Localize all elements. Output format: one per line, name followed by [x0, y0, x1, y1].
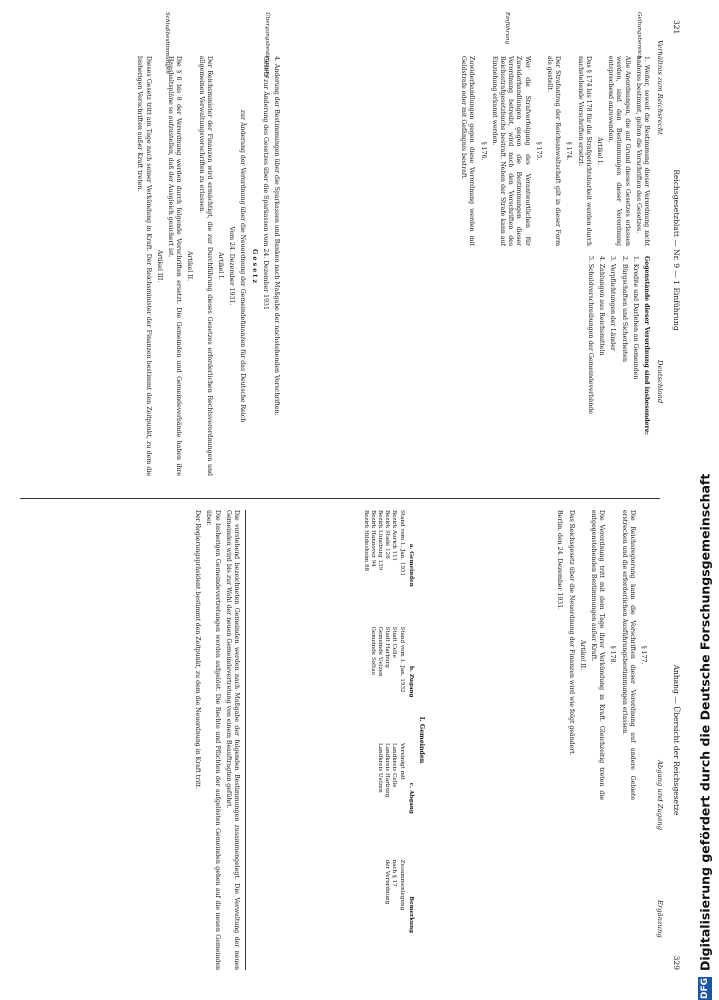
- left-page-header-right: Deutschland: [656, 360, 664, 404]
- article-heading: Artikel II.: [186, 250, 194, 282]
- table-cell: Stand vom 1. Jan. 1932: [398, 626, 405, 693]
- paragraph: Der Regierungspräsident bestimmt den Zeitpunkt, zu dem die Neuordnung in Kraft tritt.: [194, 510, 202, 790]
- table-cell: Bezirk Hannover 94: [369, 510, 376, 567]
- signature-line: Berlin, den 24. Dezember 1931.: [556, 510, 564, 611]
- right-page-table: [248, 510, 428, 970]
- list-item: 1. Kredite und Darlehen an Gemeinden: [631, 256, 639, 380]
- section-heading: § 174.: [565, 141, 573, 161]
- article-heading: Artikel I.: [216, 252, 224, 280]
- section-heading: § 176.: [479, 141, 487, 161]
- table-cell: Landkreis Celle: [391, 743, 398, 788]
- list-item: 5. Schuldverschreibungen der Gemeindeverbände: [586, 256, 594, 414]
- paragraph: 4. Änderung der Bestimmungen über die Sparkassen und Banken nach Maßgabe der nachstehenden Vorschriften:: [273, 56, 280, 416]
- left-page-column-2: [20, 56, 280, 476]
- left-page-header: [662, 20, 682, 480]
- right-page-column-2: [20, 510, 240, 970]
- table-cell: Gemeinde Uelzen: [376, 626, 383, 677]
- table-cell: Stadt Harburg: [384, 626, 391, 668]
- table-column: [361, 743, 413, 854]
- table-grid: [361, 510, 413, 970]
- margin-note-3: Übergangsbestimmung: [264, 12, 270, 79]
- table-cell: der Verordnung: [384, 859, 391, 905]
- left-page-running-title: Reichsgesetzblatt — Nr. 9 — 1 Einführung: [672, 169, 681, 331]
- paragraph: 1. Weiter, soweit die Bestimmung dieser Verordnung nicht anderes bestimmt, gelten die Vorschriften des Gesetzes.: [634, 56, 650, 246]
- table-column: [361, 510, 413, 621]
- article-heading: Artikel II.: [578, 639, 586, 671]
- list-title: Gegenstände dieser Verordnung sind insbesondere:: [643, 256, 650, 436]
- table-column: [361, 860, 413, 971]
- paragraph: Wer die Strafverfolgung des Verantwortlichen für Zuwiderhandlungen gegen die Bestimmungen dieser Verordnung betreibt, wird nach den Vorschriften des Reichsstrafgesetzbuchs bestraft. Neben der Strafe kann auf Einziehung erkannt werden.: [490, 56, 531, 246]
- margin-note-1: Geltungsbereich: [636, 12, 642, 59]
- gutter-rule: [20, 498, 660, 499]
- paragraph: Alle Anordnungen, die auf Grund dieses Gesetzes erlassen werden, sind den Bestimmungen dieser Verordnung entsprechend anzuwenden.: [607, 56, 631, 246]
- right-page-subhead: Abgang und Zugang: [656, 760, 664, 831]
- section-heading: § 177.: [640, 645, 647, 665]
- paragraph: Der Strafantrag der Reichsanwaltschaft gilt in dieser Form als gestellt.: [545, 56, 562, 246]
- left-page-list: [510, 256, 650, 476]
- paragraph: Das Reichsgesetz über die Neuordnung der Finanzen wird wie folgt geändert.: [567, 510, 575, 756]
- right-page-number: 329: [672, 955, 681, 970]
- law-date: Vom 24. Dezember 1931.: [228, 226, 236, 306]
- table-cell: Vereinigt mit: [398, 743, 405, 780]
- table-header: c. Abgang: [407, 782, 414, 814]
- dfg-sidebar: [691, 0, 719, 1000]
- article-heading: Artikel I.: [595, 137, 603, 165]
- table-cell: Stand vom 1. Jan. 1931: [398, 510, 405, 577]
- table-header: a. Gemeinden: [407, 543, 414, 587]
- table-cell: Zusammenlegung: [398, 859, 405, 911]
- table-column: [361, 627, 413, 738]
- paragraph: Die bisherigen Gemeindevertretungen werden aufgelöst. Die Rechte und Pflichten der aufgelösten Gemeinden gehen auf die neuen Gemeinden über.: [205, 510, 221, 970]
- section-heading: § 178.: [609, 645, 617, 665]
- table-title: I. Gemeinden: [418, 716, 425, 764]
- table-cell: Landkreis Uelzen: [376, 743, 383, 793]
- left-page-number: 321: [672, 20, 681, 35]
- table-header: b. Zugang: [407, 666, 414, 698]
- right-page-column-1: [435, 510, 650, 800]
- table-cell: Bezirk Lüneburg 139: [376, 510, 383, 571]
- section-rule: [245, 510, 246, 970]
- right-page-running-title: Anhang — Übersicht der Reichsgesetze: [672, 664, 681, 816]
- article-heading: Artikel III.: [155, 249, 163, 283]
- table-header: Bemerkung: [407, 896, 414, 934]
- list-item: 2. Bürgschaften und Sicherheiten: [620, 256, 628, 362]
- paragraph: Die Reichsregierung kann die Vorschriften dieser Verordnung auf andere Gebiete erstrecken und die erforderlichen Ausführungsbestimmungen erlassen.: [620, 510, 636, 800]
- right-page-header-right: Ergänzung: [656, 900, 664, 938]
- right-page-header: [662, 510, 682, 970]
- table-cell: Bezirk Aurich 111: [391, 510, 398, 562]
- paragraph: Die vorstehend bezeichneten Gemeinden werden nach Maßgabe der folgenden Bestimmungen zusammengelegt. Die Verwaltung der neuen Gemeinden wird bis zur Wahl der neuen Gemeindevertretung von einem Beauftragten geführt.: [224, 510, 240, 970]
- table-cell: Gemeinde Soltau: [369, 626, 376, 676]
- paragraph: Die Verordnung tritt mit dem Tage ihrer Verkündung in Kraft. Gleichzeitig treten die entgegenstehenden Bestimmungen außer Kraft.: [589, 510, 606, 800]
- dfg-credit-text: Digitalisierung gefördert durch die Deutsche Forschungsgemeinschaft: [697, 473, 713, 971]
- paragraph: Die § 6 bis 8 der Verordnung werden durch folgende Vorschriften ersetzt. Die Gemeinden und Gemeindeverbände haben ihre Haushaltspläne so aufzustellen, daß der Ausgleich gesichert ist.: [166, 56, 183, 476]
- dfg-logo: DFG: [700, 977, 710, 999]
- dfg-credit: [694, 0, 716, 1000]
- list-item: 4. Zahlungen aus Reichsmitteln: [598, 256, 606, 356]
- law-title: G e s e t z: [250, 249, 258, 283]
- margin-note-4: Schlußbestimmungen: [164, 12, 170, 74]
- left-page-subhead: Verhältnis zum Reichsrecht: [656, 40, 664, 135]
- paragraph: Dieses Gesetz tritt am Tage nach seiner Verkündung in Kraft. Der Reichsminister der Finanzen bestimmt den Zeitpunkt, zu dem die bisherigen Vorschriften außer Kraft treten.: [136, 56, 152, 476]
- law-subtitle: zur Änderung der Verordnung über die Neuordnung der Gemeindefinanzen für das Deutsche Reich: [239, 109, 247, 423]
- section-heading: § 175.: [534, 141, 542, 161]
- table-cell: Bezirk Stade 126: [384, 510, 391, 559]
- paragraph: Gesetz zur Änderung des Gesetzes über die Sparkassen vom 24. Dezember 1931: [261, 56, 269, 310]
- margin-note-2: Einführung: [504, 12, 510, 45]
- list-item: 3. Verpflichtungen der Länder: [609, 256, 617, 351]
- left-page-column-1: [290, 56, 650, 246]
- table-cell: Landkreis Harburg: [384, 743, 391, 798]
- paragraph: Zuwiderhandlungen gegen diese Verordnung werden mit Geldstrafe oder mit Gefängnis bestraft.: [460, 56, 476, 246]
- paragraph: Das § 174 bis 178 für die Strafgerichtsbarkeit werden durch nachstehende Vorschriften ersetzt:: [576, 56, 592, 246]
- table-cell: nach § 17: [391, 859, 398, 887]
- paragraph: Der Reichsminister der Finanzen wird ermächtigt, die zur Durchführung dieses Gesetzes erforderlichen Rechtsverordnungen und allgemeinen Verwaltungsvorschriften zu erlassen.: [197, 56, 213, 476]
- table-cell: Bezirk Hildesheim 88: [362, 510, 369, 572]
- table-cell: Stadt Celle: [391, 626, 398, 659]
